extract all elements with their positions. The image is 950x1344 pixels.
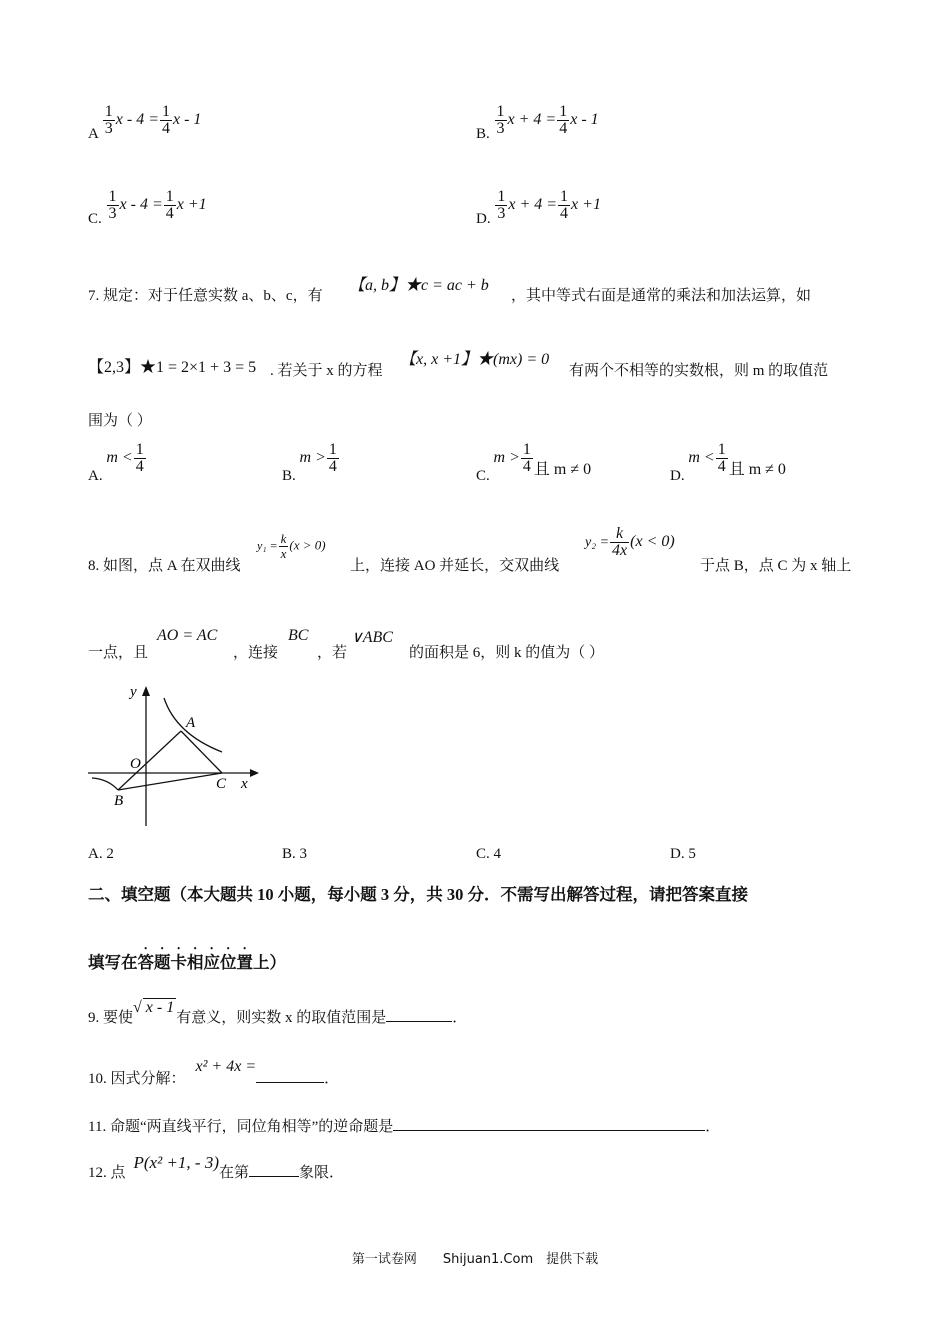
text: 9. 要使 xyxy=(88,1010,134,1026)
line-ac xyxy=(181,731,222,773)
text: 有两个不相等的实数根，则 m 的取值范 xyxy=(569,363,829,379)
text: ． xyxy=(452,1010,468,1026)
text: 围为（ ） xyxy=(88,413,152,429)
option-label: A xyxy=(88,125,99,142)
inequality: m > xyxy=(299,448,326,466)
answer-blank xyxy=(249,1162,299,1177)
text: 11. 命题“两直线平行，同位角相等”的逆命题是 xyxy=(88,1119,394,1135)
condition: 且 m ≠ 0 xyxy=(533,460,592,478)
equation-expression: 【x, x +1】★(mx) = 0 xyxy=(400,351,550,368)
q7-line-1 xyxy=(88,284,323,305)
text: ，其中等式右面是通常的乘法和加法运算，如 xyxy=(511,288,812,304)
equation-part: x + 4 = xyxy=(507,110,557,128)
answer-blank xyxy=(256,1068,324,1083)
expression: x² + 4x = xyxy=(195,1058,257,1075)
q8-option-c: C. 4 xyxy=(476,846,502,862)
hyperbola-branch-left xyxy=(92,778,118,790)
hyperbola-figure xyxy=(84,676,264,834)
triangle-expression: ∨ABC xyxy=(351,629,393,646)
label-c: C xyxy=(216,776,227,792)
equation-part: x + 4 = xyxy=(508,195,558,213)
text: ，连接 xyxy=(233,645,279,661)
condition-expression: AO = AC xyxy=(157,627,218,644)
fraction: $\frac{1}{4}$ xyxy=(559,103,568,137)
fraction: $\frac{1}{4}$ xyxy=(717,441,726,475)
option-label: D. xyxy=(670,467,685,484)
text: 12. 点 xyxy=(88,1165,126,1181)
sqrt-icon: √ xyxy=(133,999,142,1016)
fraction: $\frac{1}{4}$ xyxy=(328,441,337,475)
text: 的面积是 6，则 k 的值为（ ） xyxy=(409,645,605,661)
q6-option-d xyxy=(476,188,601,227)
option-label: A. xyxy=(88,467,103,484)
label-b: B xyxy=(114,793,124,809)
equation-part: x - 1 xyxy=(570,110,599,128)
fraction: $\frac{1}{4}$ xyxy=(522,441,531,475)
equation-part: x +1 xyxy=(176,195,207,213)
option-label: C. xyxy=(476,467,490,484)
text: 有意义，则实数 x 的取值范围是 xyxy=(176,1010,387,1026)
q8-option-d: D. 5 xyxy=(670,846,696,862)
page-footer: 第一试卷网 Shijuan1.Com 提供下载 xyxy=(351,1252,599,1267)
equation-part: x - 4 = xyxy=(115,110,159,128)
segment-expression: BC xyxy=(288,627,309,644)
y1-expression: y₁ = $\frac{k}{x}$ (x > 0) xyxy=(257,531,326,561)
fraction: $\frac{1}{3}$ xyxy=(497,188,506,222)
q7-option-b xyxy=(282,441,340,484)
answer-blank xyxy=(386,1007,452,1022)
label-o: O xyxy=(130,756,141,772)
label-a: A xyxy=(186,715,196,731)
condition: 且 m ≠ 0 xyxy=(728,460,786,478)
q11 xyxy=(88,1115,720,1136)
text: 上） xyxy=(253,953,286,972)
y-axis-arrow xyxy=(142,686,150,696)
inequality: m < xyxy=(688,448,715,466)
y2-expression: y₂ = $\frac{k}{4x}$ (x < 0) xyxy=(585,525,675,559)
option-label: B. xyxy=(282,467,296,484)
text: 7. 规定：对于任意实数 a、b、c，有 xyxy=(88,288,323,304)
fraction: $\frac{1}{4}$ xyxy=(162,103,170,137)
q12 xyxy=(88,1153,345,1182)
option-label: B. xyxy=(476,125,490,142)
x-axis-arrow xyxy=(250,769,259,777)
q6-option-b xyxy=(476,103,599,142)
section-heading-line-2 xyxy=(88,944,286,973)
inequality: m < xyxy=(106,448,133,466)
q8-option-a: A. 2 xyxy=(88,846,114,862)
q7-option-a xyxy=(88,441,147,484)
radicand: x - 1 xyxy=(143,998,176,1017)
text: ． xyxy=(324,1071,340,1087)
fraction: $\frac{1}{3}$ xyxy=(496,103,505,137)
equation-part: x - 4 = xyxy=(119,195,163,213)
text: . 若关于 x 的方程 xyxy=(270,363,383,379)
inequality: m > xyxy=(493,448,520,466)
example-expression: 【2,3】★1 = 2×1 + 3 = 5 xyxy=(88,359,257,376)
label-x: x xyxy=(241,776,248,792)
text: 一点，且 xyxy=(88,645,149,661)
text: 上，连接 AO 并延长，交双曲线 xyxy=(350,558,560,574)
text: 在第 xyxy=(219,1165,250,1181)
section-heading: 二、填空题（本大题共 10 小题，每小题 3 分，共 30 分．不需写出解答过程，请把答案直接 xyxy=(88,885,748,904)
fraction: $\frac{1}{4}$ xyxy=(165,188,174,222)
fraction: $\frac{1}{3}$ xyxy=(108,188,117,222)
text: 于点 B，点 C 为 x 轴上 xyxy=(700,558,852,574)
q8-option-b: B. 3 xyxy=(282,846,308,862)
answer-blank xyxy=(393,1116,705,1131)
fraction: $\frac{1}{4}$ xyxy=(135,441,144,475)
q6-option-c xyxy=(88,188,207,227)
equation-part: x +1 xyxy=(571,195,601,213)
text: ． xyxy=(705,1119,721,1135)
expression: P(x² +1, - 3) xyxy=(133,1153,219,1172)
fraction: $\frac{1}{3}$ xyxy=(104,103,113,137)
text: 10. 因式分解： xyxy=(88,1071,186,1087)
q9 xyxy=(88,999,468,1027)
text: ，若 xyxy=(317,645,348,661)
emphasized-text: 答题卡相应位置 xyxy=(137,953,253,972)
text: 象限． xyxy=(299,1165,345,1181)
fraction: $\frac{1}{4}$ xyxy=(560,188,569,222)
q6-option-a xyxy=(88,103,202,142)
option-label: D. xyxy=(476,210,491,227)
equation-part: x - 1 xyxy=(173,110,202,128)
q7-option-d xyxy=(670,441,786,484)
text: 8. 如图，点 A 在双曲线 xyxy=(88,558,241,574)
label-y: y xyxy=(130,684,137,700)
q10 xyxy=(88,1058,340,1088)
definition-expression: 【a, b】★c = ac + b xyxy=(349,277,489,294)
q7-option-c xyxy=(476,441,592,484)
option-label: C. xyxy=(88,210,102,227)
text: 填写在 xyxy=(88,953,138,972)
